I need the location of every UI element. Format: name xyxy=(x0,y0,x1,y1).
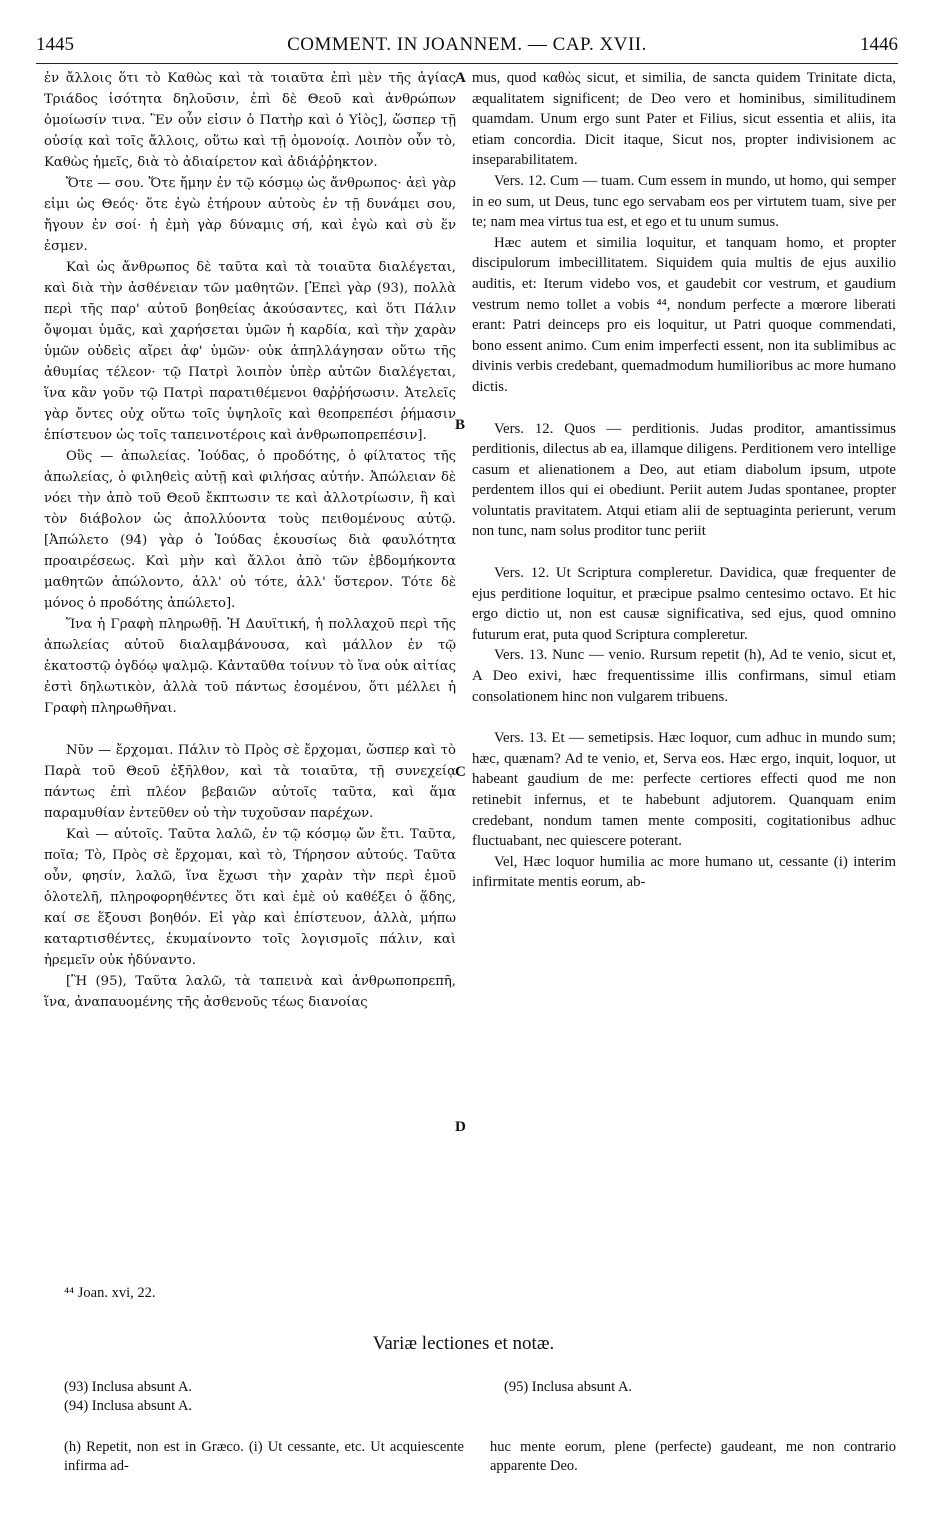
margin-letter-d: D xyxy=(455,1119,466,1135)
greek-paragraph: Νῦν — ἔρχομαι. Πάλιν τὸ Πρὸς σὲ ἔρχομαι, ὥσπερ καὶ τὸ Παρὰ τοῦ Θεοῦ ἐξῆλθον, καὶ τὰ τοιαῦτα, τῇ συνεχείᾳ πάντως ἐπὶ πλέον βεβαιῶν αὐτοῖς ταῦτα, καὶ ἅμα παραμυθίαν ἐντεῦθεν οὐ τὴν τυχοῦσαν παρέχων. xyxy=(44,743,456,821)
latin-paragraph: Hæc autem et similia loquitur, et tanquam homo, et propter discipulorum imbecillitatem. Siquidem quia multis de ejus auxilio auditis, et: Iterum videbo vos, et gaudebit cor vestrum, et gaudium vestrum nemo tollet a vobis ⁴⁴, nondum perfecte a mœrore liberati erant: Patri deinceps pro eis loquitur, ut Patri quoque commendati, bono essent animo. Cum enim imperfecti essent, non ita sublimibus ac divinis verbis credebant, quemadmodum humilioribus ac more humano dictis. xyxy=(472,234,896,395)
margin-letter-a: A xyxy=(455,70,466,86)
greek-paragraph: Καὶ ὡς ἄνθρωπος δὲ ταῦτα καὶ τὰ τοιαῦτα διαλέγεται, καὶ διὰ τὴν ἀσθένειαν τῶν μαθητῶν. [Ἐπεὶ γὰρ (93), πολλὰ περὶ τῆς παρ' αὐτοῦ βοηθείας ἀκούσαντες, καὶ ὅτι Πάλιν ὄψομαι ὑμᾶς, καὶ χαρήσεται ὑμῶν ἡ καρδία, καὶ τὴν χαρὰν ὑμῶν οὐδεὶς αἴρει ἀφ' ὑμῶν· οὐκ ἀπηλλάγησαν οὕτω τῆς ἀθυμίας τέλεον· τῷ Πατρὶ λοιπὸν ὑπὲρ αὐτῶν διαλέγεται, ἵνα κἂν γοῦν τῷ Πατρὶ παρατιθέμενοι θαῤῥήσωσιν. Ἀτελεῖς γὰρ ὄντες οὐχ οὕτω τοῖς ὑψηλοῖς καὶ θεοπρεπέσι ῥήμασιν ἐπίστευον ὡς τοῖς ταπεινοτέροις καὶ ἀνθρωποπρεπέσιν]. xyxy=(44,260,456,443)
latin-paragraph: Vers. 12. Cum — tuam. Cum essem in mundo, ut homo, qui semper in eo sum, ut Deus, tunc ego servabam eos per virtutem tuam, sive per te; nam mea virtus tua est, et ego et tu unum sumus. xyxy=(472,172,896,231)
notes-left: (h) Repetit, non est in Græco. (i) Ut cessante, etc. Ut acquiescente infirma ad- xyxy=(64,1439,464,1474)
page-header xyxy=(36,34,898,64)
running-title: COMMENT. IN JOANNEM. — CAP. XVII. xyxy=(287,34,647,55)
variae-note: (93) Inclusa absunt A. xyxy=(64,1379,193,1395)
variae-note: (95) Inclusa absunt A. xyxy=(504,1379,633,1395)
footnote: ⁴⁴ Joan. xvi, 22. xyxy=(64,1285,156,1301)
greek-paragraph: Ἵνα ἡ Γραφὴ πληρωθῇ. Ἡ Δαυϊτική, ἡ πολλαχοῦ περὶ τῆς ἀπωλείας αὐτοῦ διαλαμβάνουσα, καὶ μάλλον ἐν τῷ ἑκατοστῷ ὀγδόῳ ψαλμῷ. Κἀνταῦθα τοίνυν τὸ ἵνα οὐκ αἰτίας ἐστὶ δηλωτικὸν, ἀλλὰ τοῦ πάντως ἐσομένου, ὅτι μέλλει ἡ Γραφὴ πληρωθῆναι. xyxy=(44,617,456,716)
greek-paragraph: Οὓς — ἀπωλείας. Ἰούδας, ὁ προδότης, ὁ φίλτατος τῆς ἀπωλείας, ὁ φιληθεὶς αὐτῇ καὶ φιλήσας αὐτήν. Ἀπώλειαν δὲ νόει τὴν ἀπὸ τοῦ Θεοῦ ἔκπτωσιν τε καὶ ἀλλοτρίωσιν, ἢ καὶ τὸν διάβολον ὡς ἀπολλύοντα τοὺς πειθομένους αὐτῷ. [Ἀπώλετο (94) γὰρ ὁ Ἰούδας ἑκουσίως διὰ φαυλότητα προαιρέσεως. Καὶ μὴν καὶ ἄλλοι ἀπὸ τῶν ἑβδομήκοντα μαθητῶν ἀπώλοντο, ἀλλ' οὐ τότε, ἀλλ' ὕστερον. Τότε δὲ μόνος ὁ προδότης ἀπώλετο]. xyxy=(44,449,456,611)
greek-column xyxy=(44,68,456,1268)
variae-title: Variæ lectiones et notæ. xyxy=(372,1333,555,1354)
latin-paragraph: Vers. 12. Quos — perditionis. Judas proditor, amantissimus perditionis, dilectus ab ea, illamque diligens. Perditionem vero intellige casum et alienationem a Deo, aut etiam diabolum ipsum, utpote perdentem illos qui ei obediunt. Periit autem Judas spontanee, propter voluntatis pravitatem. Atqui etiam alii de septuaginta perierunt, verum non tunc, nam solus proditor tunc periit xyxy=(472,420,896,540)
margin-letter-c: C xyxy=(455,764,466,780)
greek-paragraph: ἐν ἄλλοις ὅτι τὸ Καθὼς καὶ τὰ τοιαῦτα ἐπὶ μὲν τῆς ἁγίας Τριάδος ἰσότητα δηλοῦσιν, ἐπὶ δὲ Θεοῦ καὶ ἀνθρώπων ὁμοίωσίν τινα. Ἓν οὖν εἰσιν ὁ Πατὴρ καὶ ὁ Υἱὸς], ὥσπερ τῇ οὐσίᾳ καὶ τοῖς ἄλλοις, οὕτω καὶ τῇ ὁμονοίᾳ. Λοιπὸν οὖν τὸ, Καθὼς ἡμεῖς, διὰ τὸ ἀδιαίρετον καὶ ἀδιάῤῥηκτον. xyxy=(44,71,456,170)
header-rule xyxy=(36,63,898,64)
latin-paragraph: Vers. 13. Nunc — venio. Rursum repetit (h), Ad te venio, sicut et, A Deo exivi, hæc frequentissime illis confirmans, simul etiam consolationem hinc non vulgarem tribuens. xyxy=(472,647,896,705)
latin-paragraph: Vers. 12. Ut Scriptura compleretur. Davidica, quæ frequenter de ejus perditione loquitur, et præcipue psalmo centesimo octavo. Et hic ergo dictio ut, non est causæ significativa, sed ejus, quod omnino futurum erat, puta quod Scriptura compleretur. xyxy=(472,565,896,643)
latin-paragraph: mus, quod καθὼς sicut, et similia, de sancta quidem Trinitate dicta, æqualitatem significent; de Deo vero et hominibus, similitudinem quamdam. Unum ergo sunt Pater et Filius, sicut essentia et aliis, ita etiam concordia. Dicit itaque, Sicut nos, propter indivisionem ac inseparabilitatem. xyxy=(472,70,896,169)
notes-right: huc mente eorum, plene (perfecte) gaudeant, me non contrario apparente Deo. xyxy=(490,1439,896,1474)
latin-paragraph: Vers. 13. Et — semetipsis. Hæc loquor, cum adhuc in mundo sum; hæc, quænam? Ad te venio, et, Serva eos. Hæc ergo, inquit, loquor, ut habeant gaudium de me: perfecte certiores effecti quod me non retinebit infernus, et te habebunt adjutorem. Quanquam enim credebant, nondum tamen mente compositi, cogitationibus adhuc fluctuabant, nec quiescere poterant. xyxy=(472,730,896,850)
right-page-number: 1446 xyxy=(860,34,898,55)
margin-letter-b: B xyxy=(455,417,466,433)
left-page-number: 1445 xyxy=(36,34,74,55)
variae-right xyxy=(504,1378,632,1397)
latin-paragraph: Vel, Hæc loquor humilia ac more humano ut, cessante (i) interim infirmitate mentis eorum, ab- xyxy=(472,853,896,891)
latin-column xyxy=(472,68,896,1268)
greek-paragraph: [Ἢ (95), Ταῦτα λαλῶ, τὰ ταπεινὰ καὶ ἀνθρωποπρεπῆ, ἵνα, ἀναπαυομένης τῆς ἀσθενοῦς τέως διανοίας xyxy=(44,974,456,1010)
greek-paragraph: Καὶ — αὐτοῖς. Ταῦτα λαλῶ, ἐν τῷ κόσμῳ ὤν ἔτι. Ταῦτα, ποῖα; Τὸ, Πρὸς σὲ ἔρχομαι, καὶ τὸ, Τήρησον αὐτούς. Ταῦτα οὖν, φησίν, λαλῶ, ἵνα ἔχωσι τὴν χαρὰν τὴν περὶ ἐμοῦ ὁλοτελῆ, πληροφορηθέντες ὅτι καὶ ἐμὲ οὐ καθέξει ὁ ᾅδης, καί σε ἕξουσι βοηθόν. Εἰ γὰρ καὶ ἐπίστευον, ἀλλὰ, μήπω καταρτισθέντες, ἐκυμαίνοντο τοῖς λογισμοῖς πάλιν, καὶ ἠρεμεῖν οὐκ ἠδύναντο. xyxy=(44,827,456,968)
variae-note: (94) Inclusa absunt A. xyxy=(64,1398,193,1414)
greek-paragraph: Ὅτε — σου. Ὅτε ἤμην ἐν τῷ κόσμῳ ὡς ἄνθρωπος· ἀεὶ γὰρ εἰμι ὡς Θεός· ὅτε ἐγὼ ἐτήρουν αὐτοὺς ἐν τῇ δυνάμει σου, ἤγουν ἐν σοί· ἡ ἐμὴ γὰρ δύναμις σή, καὶ ἐγὼ καὶ σὺ ἕν ἐσμεν. xyxy=(44,176,456,254)
variae-left xyxy=(64,1378,192,1416)
